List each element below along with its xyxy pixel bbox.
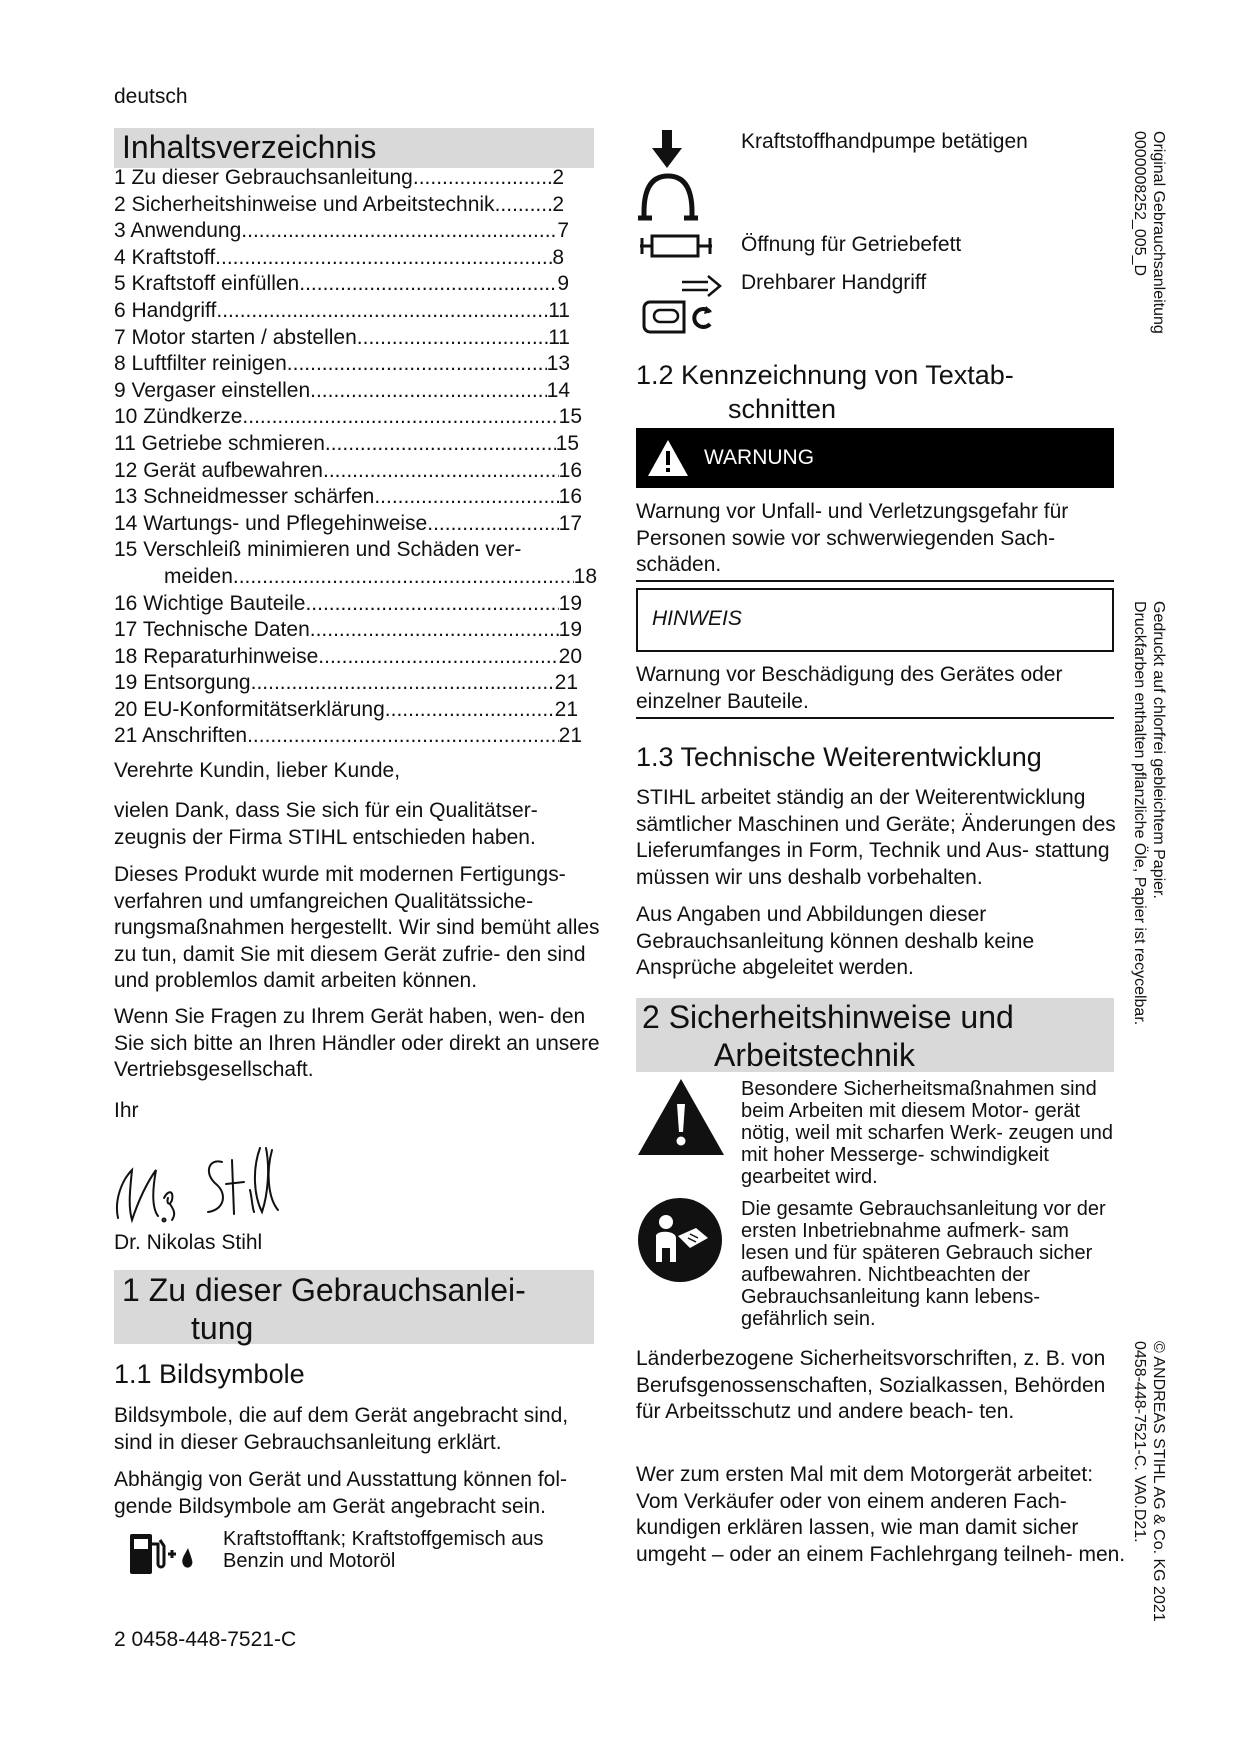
section2-title-line2: Arbeitstechnik	[714, 1037, 915, 1073]
section1-title-line1: 1 Zu dieser Gebrauchsanlei-	[122, 1272, 526, 1308]
section1-heading-bar	[114, 1270, 594, 1344]
letter-paragraph-3: Wenn Sie Fragen zu Ihrem Gerät haben, wen- den Sie sich bitte an Ihren Händler oder direkt an unsere Vertriebsgesellschaft.	[114, 1005, 600, 1081]
page-code: 2 0458-448-7521-C	[114, 1628, 297, 1651]
warning-bottom-rule	[636, 580, 1114, 582]
copyright-note: © ANDREAS STIHL AG & Co. KG 2021 0458-448-7521-C. VA0.D21.	[1131, 1341, 1167, 1622]
safety-measures-text: Besondere Sicherheitsmaßnahmen sind beim Arbeiten mit diesem Motor- gerät nötig, weil mit scharfen Werk- zeugen und mit hoher Messerge- schwindigkeit gearbeitet wird.	[741, 1078, 1114, 1188]
toc-entry[interactable]: 19 Entsorgung ..... 21	[114, 670, 578, 697]
subsection-1-1-title: 1.1 Bildsymbole	[114, 1359, 305, 1389]
fuel-tank-icon	[128, 1530, 198, 1578]
table-of-contents	[114, 165, 596, 750]
gear-grease-symbol-text: Öffnung für Getriebefett	[741, 233, 962, 256]
toc-entry[interactable]: 3 Anwendung ..... 7	[114, 218, 569, 245]
rotating-handle-symbol-text: Drehbarer Handgriff	[741, 271, 927, 294]
signer-name: Dr. Nikolas Stihl	[114, 1231, 263, 1254]
read-manual-icon	[636, 1196, 724, 1284]
toc-entry[interactable]: 9 Vergaser einstellen ..... 14	[114, 378, 570, 405]
safety-warning-icon	[636, 1076, 726, 1158]
warning-label: WARNUNG	[704, 446, 815, 469]
toc-entry[interactable]: 6 Handgriff ..... 11	[114, 298, 570, 325]
section1-title-line2: tung	[191, 1310, 254, 1346]
toc-entry[interactable]: 10 Zündkerze ..... 15	[114, 404, 582, 431]
toc-entry[interactable]: 12 Gerät aufbewahren ..... 16	[114, 458, 582, 485]
print-note: Gedruckt auf chlorfrei gebleichtem Papier. Druckfarben enthalten pflanzliche Öle, Papier ist recycelbar.	[1131, 601, 1167, 1026]
section2-paragraph-1: Länderbezogene Sicherheitsvorschriften, z. B. von Berufsgenossenschaften, Sozialkassen, Behörden für Arbeitsschutz und andere beach- ten.	[636, 1347, 1106, 1423]
toc-entry[interactable]: 16 Wichtige Bauteile ..... 19	[114, 591, 582, 618]
fuel-tank-symbol-text: Kraftstofftank; Kraftstoffgemisch aus Benzin und Motoröl	[223, 1528, 544, 1572]
letter-paragraph-2: Dieses Produkt wurde mit modernen Fertigungs- verfahren und umfangreichen Qualitätssiche- rungsmaßnahmen hergestellt. Wir sind bemüht alles zu tun, damit Sie mit diesem Gerät zufrie- den sind und problemlos damit arbeiten können.	[114, 863, 600, 992]
gear-grease-icon	[638, 230, 716, 262]
subsection-1-3-paragraph-2: Aus Angaben und Abbildungen dieser Gebrauchsanleitung können deshalb keine Ansprüche abgeleitet werden.	[636, 903, 1035, 979]
original-manual-note: Original Gebrauchsanleitung 0000008252_005_D	[1131, 131, 1167, 334]
closing: Ihr	[114, 1099, 139, 1122]
toc-entry[interactable]: 20 EU-Konformitätserklärung ..... 21	[114, 697, 578, 724]
toc-entry[interactable]	[114, 537, 596, 590]
toc-entry-line1: 15 Verschleiß minimieren und Schäden ver-	[114, 538, 522, 562]
toc-entry-line2: meiden ..... 18	[114, 564, 597, 591]
toc-entry[interactable]: 21 Anschriften ..... 21	[114, 723, 582, 750]
toc-entry[interactable]: 4 Kraftstoff ..... 8	[114, 245, 564, 272]
subsection-1-1-paragraph-1: Bildsymbole, die auf dem Gerät angebracht sind, sind in dieser Gebrauchsanleitung erklärt.	[114, 1404, 569, 1454]
hint-bottom-rule	[636, 717, 1114, 719]
toc-entry[interactable]: 1 Zu dieser Gebrauchsanleitung ..... 2	[114, 165, 564, 192]
toc-entry[interactable]: 7 Motor starten / abstellen ..... 11	[114, 325, 570, 352]
toc-entry[interactable]: 17 Technische Daten ..... 19	[114, 617, 582, 644]
toc-entry[interactable]: 2 Sicherheitshinweise und Arbeitstechnik ..... 2	[114, 192, 564, 219]
subsection-1-1-paragraph-2: Abhängig von Gerät und Ausstattung können fol- gende Bildsymbole am Gerät angebracht sein.	[114, 1468, 567, 1518]
hint-box	[636, 588, 1114, 652]
section2-heading-bar	[636, 998, 1114, 1072]
toc-entry[interactable]: 14 Wartungs- und Pflegehinweise ..... 17	[114, 511, 582, 538]
letter-paragraph-1: vielen Dank, dass Sie sich für ein Qualitätser- zeugnis der Firma STIHL entschieden haben.	[114, 799, 538, 849]
toc-entry[interactable]: 18 Reparaturhinweise ..... 20	[114, 644, 582, 671]
toc-title: Inhaltsverzeichnis	[122, 129, 377, 165]
toc-heading-bar	[114, 128, 594, 168]
subsection-1-2-title-line1: 1.2 Kennzeichnung von Textab-	[636, 360, 1014, 390]
subsection-1-3-paragraph-1: STIHL arbeitet ständig an der Weiterentwicklung sämtlicher Maschinen und Geräte; Änderungen des Lieferumfanges in Form, Technik und Aus- stattung müssen wir uns deshalb vorbehalten.	[636, 786, 1116, 889]
signature-image	[112, 1140, 282, 1230]
hint-label: HINWEIS	[652, 607, 742, 630]
warning-box	[636, 428, 1114, 488]
toc-entry[interactable]: 5 Kraftstoff einfüllen ..... 9	[114, 271, 569, 298]
fuel-pump-icon	[636, 128, 702, 224]
warning-triangle-icon	[646, 438, 690, 478]
fuel-pump-symbol-text: Kraftstoffhandpumpe betätigen	[741, 130, 1028, 153]
toc-entry[interactable]: 8 Luftfilter reinigen ..... 13	[114, 351, 570, 378]
warning-text: Warnung vor Unfall- und Verletzungsgefahr für Personen sowie vor schwerwiegenden Sach- schäden.	[636, 500, 1069, 576]
toc-entry[interactable]: 11 Getriebe schmieren ..... 15	[114, 431, 579, 458]
hint-text: Warnung vor Beschädigung des Gerätes oder einzelner Bauteile.	[636, 663, 1063, 713]
language-label: deutsch	[114, 85, 188, 108]
subsection-1-3-title: 1.3 Technische Weiterentwicklung	[636, 742, 1042, 772]
read-manual-text: Die gesamte Gebrauchsanleitung vor der ersten Inbetriebnahme aufmerk- sam lesen und für späteren Gebrauch sicher aufbewahren. Nichtbeachten der Gebrauchsanleitung kann lebens- gefährlich sein.	[741, 1198, 1106, 1330]
section2-paragraph-2: Wer zum ersten Mal mit dem Motorgerät arbeitet: Vom Verkäufer oder von einem anderen Fach- kundigen erklären lassen, wie man damit sicher umgeht – oder an einem Fachlehrgang teilneh- men.	[636, 1463, 1126, 1566]
rotating-handle-icon	[640, 272, 722, 334]
subsection-1-2-title-line2: schnitten	[728, 394, 837, 424]
section2-title-line1: 2 Sicherheitshinweise und	[642, 999, 1014, 1035]
toc-entry[interactable]: 13 Schneidmesser schärfen ..... 16	[114, 484, 582, 511]
greeting: Verehrte Kundin, lieber Kunde,	[114, 759, 401, 782]
